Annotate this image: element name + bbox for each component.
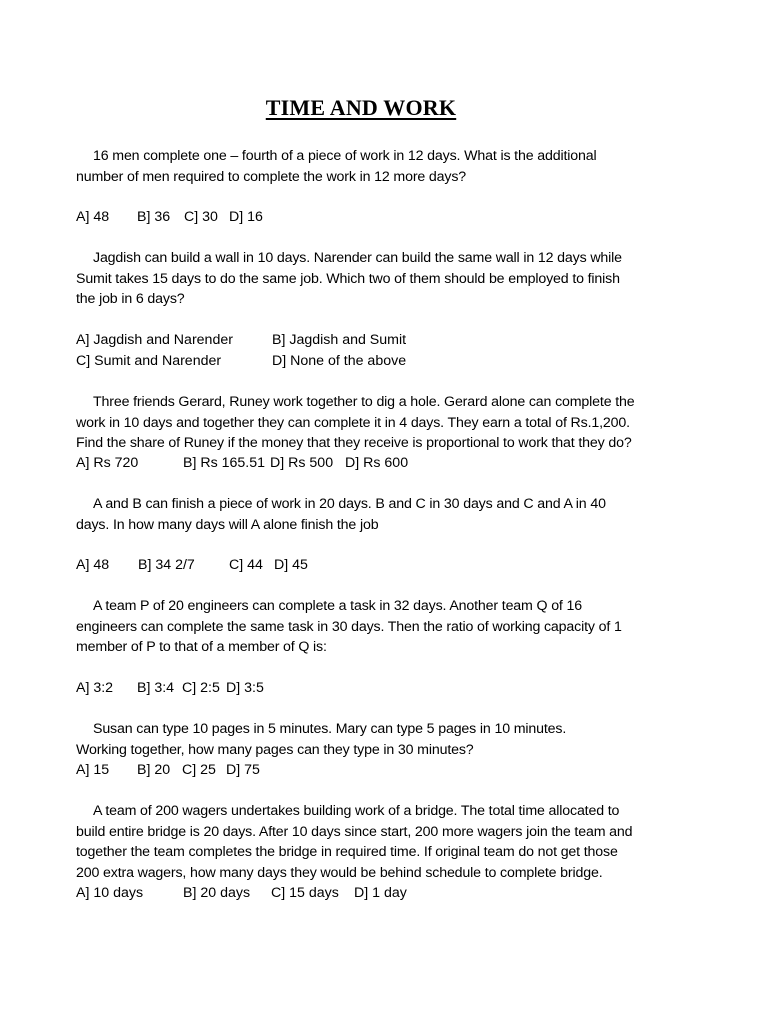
question-4-options: [76, 555, 308, 576]
question-3-text: [76, 392, 696, 454]
option-c: C] Sumit and Narender: [76, 353, 222, 369]
question-line: Find the share of Runey if the money that they receive is proportional to work that they do?: [76, 435, 632, 452]
option-b: B] 3:4: [137, 680, 175, 696]
option-d: D] 45: [274, 557, 308, 573]
option-d: D] 75: [226, 762, 260, 778]
question-line: together the team completes the bridge in required time. If original team do not get those: [76, 844, 618, 861]
option-a: A] 48: [76, 557, 110, 573]
question-7-text: [76, 801, 696, 883]
option-c: C] 25: [182, 762, 216, 778]
option-b: B] 20: [137, 762, 171, 778]
option-a: A] Rs 720: [76, 455, 139, 471]
question-line: days. In how many days will A alone finish the job: [76, 516, 379, 533]
option-d: D] None of the above: [272, 353, 407, 369]
question-line: engineers can complete the same task in 30 days. Then the ratio of working capacity of 1: [76, 618, 622, 635]
question-line: the job in 6 days?: [76, 291, 185, 308]
option-d: D] Rs 600: [345, 455, 409, 471]
question-5-options: [76, 678, 264, 699]
question-line: number of men required to complete the work in 12 more days?: [76, 168, 467, 185]
option-c: D] Rs 500: [270, 455, 334, 471]
question-line: A and B can finish a piece of work in 20 days. B and C in 30 days and C and A in 40: [93, 496, 606, 512]
question-5-text: [76, 596, 696, 658]
option-b: B] 34 2/7: [138, 557, 195, 573]
option-c: C] 44: [229, 557, 263, 573]
option-d: D] 16: [229, 209, 263, 225]
option-c: C] 30: [184, 209, 218, 225]
question-1-options: [76, 207, 263, 228]
option-a: A] Jagdish and Narender: [76, 332, 233, 348]
option-a: A] 15: [76, 762, 110, 778]
option-a: A] 48: [76, 209, 110, 225]
question-line: A team P of 20 engineers can complete a task in 32 days. Another team Q of 16: [93, 598, 582, 614]
option-c: C] 15 days: [271, 885, 339, 901]
option-a: A] 10 days: [76, 885, 144, 901]
option-b: B] Rs 165.51: [183, 455, 266, 471]
question-6-options: [76, 760, 260, 781]
question-3-options: [76, 453, 408, 474]
option-b: B] 20 days: [183, 885, 251, 901]
question-line: Working together, how many pages can they type in 30 minutes?: [76, 741, 474, 758]
question-line: A team of 200 wagers undertakes building work of a bridge. The total time allocated to: [93, 803, 620, 819]
option-b: B] Jagdish and Sumit: [272, 332, 407, 348]
option-d: D] 3:5: [226, 680, 264, 696]
question-line: work in 10 days and together they can complete it in 4 days. They earn a total of Rs.1,200.: [76, 414, 630, 431]
question-2-options-row-1: [76, 330, 406, 351]
question-4-text: [76, 494, 696, 535]
option-a: A] 3:2: [76, 680, 114, 696]
question-line: 200 extra wagers, how many days they would be behind schedule to complete bridge.: [76, 864, 603, 881]
option-b: B] 36: [137, 209, 171, 225]
question-line: 16 men complete one – fourth of a piece of work in 12 days. What is the additional: [93, 148, 597, 164]
option-d: D] 1 day: [354, 885, 407, 901]
question-2-options-row-2: [76, 351, 406, 372]
question-line: Susan can type 10 pages in 5 minutes. Mary can type 5 pages in 10 minutes.: [93, 721, 567, 737]
question-line: member of P to that of a member of Q is:: [76, 639, 327, 656]
question-6-text: [76, 719, 696, 760]
question-1-text: [76, 146, 696, 187]
question-line: Jagdish can build a wall in 10 days. Narender can build the same wall in 12 days while: [93, 250, 622, 266]
question-2-text: [76, 248, 696, 310]
option-c: C] 2:5: [182, 680, 220, 696]
question-line: build entire bridge is 20 days. After 10 days since start, 200 more wagers join the team and: [76, 823, 633, 840]
page-title: TIME AND WORK: [265, 95, 457, 120]
question-7-options: [76, 883, 407, 904]
question-line: Three friends Gerard, Runey work together to dig a hole. Gerard alone can complete the: [93, 394, 635, 410]
question-line: Sumit takes 15 days to do the same job. Which two of them should be employed to finish: [76, 270, 620, 287]
